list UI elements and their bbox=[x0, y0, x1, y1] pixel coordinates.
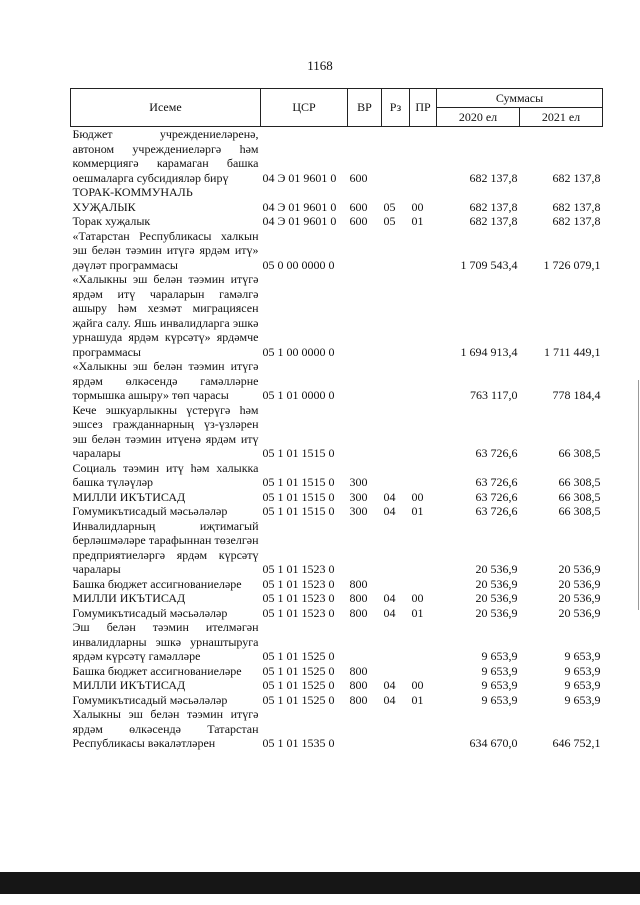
row-pr-code: 01 bbox=[411, 605, 424, 620]
row-csr-code: 05 1 01 1515 0 bbox=[262, 446, 335, 460]
row-rz-code: 04 bbox=[383, 692, 396, 707]
row-rz-code: 04 bbox=[383, 504, 396, 518]
row-rz-code bbox=[382, 664, 410, 679]
row-name: Башка бюджет ассигнованиеләре bbox=[72, 663, 242, 678]
row-name: Гомумикътисадый мәсьәләләр bbox=[72, 692, 228, 707]
row-rz-code bbox=[382, 403, 410, 461]
row-amount-2020: 682 137,8 bbox=[469, 170, 518, 185]
row-csr-code: 05 1 01 1523 0 bbox=[262, 576, 335, 591]
row-pr-code: 01 bbox=[411, 214, 424, 228]
row-rz-code bbox=[382, 359, 410, 403]
row-rz-code: 04 bbox=[383, 591, 396, 605]
row-pr-code bbox=[410, 519, 437, 577]
row-vr-code: 600 bbox=[349, 170, 368, 185]
row-amount-2020: 63 726,6 bbox=[475, 504, 518, 518]
table-row bbox=[71, 693, 603, 708]
row-amount-2020: 634 670,0 bbox=[469, 736, 518, 750]
row-name: Торак хуҗалык bbox=[72, 214, 151, 228]
row-rz-code bbox=[382, 519, 410, 577]
row-amount-2020: 1 694 913,4 bbox=[460, 344, 518, 359]
row-pr-code bbox=[410, 707, 437, 751]
row-csr-code: 05 1 01 1525 0 bbox=[262, 663, 335, 678]
row-amount-2020: 63 726,6 bbox=[475, 446, 518, 460]
row-name: Эш белән тәэмин ителмәгән инвалидларны эшкә урнаштыруга ярдәм күрсәтү гамәлләре bbox=[72, 620, 259, 663]
row-name: Гомумикътисадый мәсьәләләр bbox=[72, 605, 228, 620]
header-sums: Суммасы bbox=[437, 89, 603, 108]
row-amount-2020: 20 536,9 bbox=[475, 605, 518, 620]
row-name: Башка бюджет ассигнованиеләре bbox=[72, 576, 242, 591]
row-name: Социаль тәэмин итү һәм халыкка башка түләүләр bbox=[72, 460, 259, 489]
header-pr: ПР bbox=[410, 89, 437, 127]
header-rz: Рз bbox=[382, 89, 410, 127]
table-row bbox=[71, 490, 603, 505]
row-csr-code: 04 Э 01 9601 0 bbox=[262, 170, 337, 185]
row-pr-code: 00 bbox=[411, 199, 424, 214]
row-vr-code: 800 bbox=[349, 605, 368, 620]
row-csr-code: 05 1 01 1525 0 bbox=[262, 649, 335, 663]
table-row bbox=[71, 664, 603, 679]
row-amount-2021: 66 308,5 bbox=[558, 475, 601, 489]
scan-edge-line bbox=[638, 380, 639, 610]
row-name: «Халыкны эш белән тәэмин итүгә ярдәм өлкәсендә гамәлләрне тормышка ашыру» төп чарасы bbox=[72, 359, 259, 402]
table-row bbox=[71, 504, 603, 519]
row-amount-2020: 682 137,8 bbox=[469, 214, 518, 228]
table-header bbox=[71, 89, 603, 127]
row-amount-2020: 9 653,9 bbox=[481, 692, 518, 707]
row-vr-code bbox=[348, 272, 382, 359]
row-amount-2021: 778 184,4 bbox=[552, 388, 601, 402]
row-amount-2021: 20 536,9 bbox=[558, 591, 601, 605]
row-csr-code: 04 Э 01 9601 0 bbox=[262, 214, 337, 228]
table-row bbox=[71, 620, 603, 664]
row-amount-2020: 20 536,9 bbox=[475, 576, 518, 591]
header-year-2020: 2020 ел bbox=[437, 108, 520, 127]
row-vr-code: 300 bbox=[349, 489, 368, 504]
row-name: МИЛЛИ ИКЪТИСАД bbox=[72, 678, 186, 692]
row-amount-2021: 1 726 079,1 bbox=[543, 257, 601, 272]
row-name: Бюджет учреждениеләренә, автоном учреждениеләргә һәм коммерциягә карамаган башка оешмаларга субсидияләр бирү bbox=[72, 127, 259, 185]
row-vr-code: 300 bbox=[349, 475, 368, 489]
row-amount-2021: 682 137,8 bbox=[552, 214, 601, 228]
row-vr-code bbox=[348, 707, 382, 751]
row-vr-code bbox=[348, 403, 382, 461]
table-row bbox=[71, 678, 603, 693]
row-rz-code: 04 bbox=[383, 489, 396, 504]
row-amount-2020: 682 137,8 bbox=[469, 199, 518, 214]
row-name: Халыкны эш белән тәэмин итүгә ярдәм өлкәсендә Татарстан Республикасы вәкаләтләрен bbox=[72, 707, 259, 750]
header-name: Исеме bbox=[71, 89, 261, 127]
row-amount-2021: 9 653,9 bbox=[564, 678, 601, 692]
row-amount-2020: 63 726,6 bbox=[475, 489, 518, 504]
row-csr-code: 05 1 01 1515 0 bbox=[262, 489, 335, 504]
table-row bbox=[71, 707, 603, 751]
row-vr-code bbox=[348, 359, 382, 403]
row-rz-code bbox=[382, 127, 410, 186]
table-body bbox=[71, 127, 603, 751]
header-year-2021: 2021 ел bbox=[520, 108, 603, 127]
row-amount-2020: 763 117,0 bbox=[469, 388, 518, 402]
row-pr-code bbox=[410, 359, 437, 403]
row-amount-2021: 66 308,5 bbox=[558, 489, 601, 504]
row-name: Гомумикътисадый мәсьәләләр bbox=[72, 504, 228, 518]
row-csr-code: 05 1 01 1523 0 bbox=[262, 591, 335, 605]
row-name: «Татарстан Республикасы халкын эш белән тәэмин итүгә ярдәм итү» дәүләт программасы bbox=[72, 228, 259, 272]
row-vr-code: 600 bbox=[349, 214, 368, 228]
row-vr-code bbox=[348, 620, 382, 664]
row-pr-code bbox=[410, 403, 437, 461]
header-csr: ЦСР bbox=[261, 89, 348, 127]
row-csr-code: 04 Э 01 9601 0 bbox=[262, 199, 337, 214]
row-name: «Халыкны эш белән тәэмин итүгә ярдәм итү чараларын гамәлгә ашыру һәм хезмәт миграциясен җайга салу. Яшь инвалидларга эшкә урнашуда ярдәм күрсәтү» ярдәмче программасы bbox=[72, 272, 259, 359]
row-amount-2021: 682 137,8 bbox=[552, 199, 601, 214]
row-name: МИЛЛИ ИКЪТИСАД bbox=[72, 591, 186, 605]
table-row bbox=[71, 214, 603, 229]
row-csr-code: 05 1 01 1525 0 bbox=[262, 692, 335, 707]
row-amount-2021: 9 653,9 bbox=[564, 663, 601, 678]
row-pr-code bbox=[410, 127, 437, 186]
row-name: МИЛЛИ ИКЪТИСАД bbox=[72, 489, 186, 504]
header-vr: ВР bbox=[348, 89, 382, 127]
row-amount-2020: 20 536,9 bbox=[475, 591, 518, 605]
row-csr-code: 05 1 01 1535 0 bbox=[262, 736, 335, 750]
row-rz-code bbox=[382, 577, 410, 592]
row-pr-code: 00 bbox=[411, 678, 424, 692]
row-vr-code: 800 bbox=[349, 692, 368, 707]
row-rz-code bbox=[382, 272, 410, 359]
row-amount-2021: 20 536,9 bbox=[558, 562, 601, 576]
row-vr-code: 600 bbox=[349, 199, 368, 214]
row-vr-code: 800 bbox=[349, 576, 368, 591]
row-vr-code: 300 bbox=[349, 504, 368, 518]
row-amount-2020: 20 536,9 bbox=[475, 562, 518, 576]
row-name: Кече эшкуарлыкны үстерүгә һәм эшсез гражданнарның үз-үзләрен эш белән тәэмин итүенә ярдәм итү чаралары bbox=[72, 402, 259, 460]
table-row bbox=[71, 127, 603, 186]
row-rz-code bbox=[382, 707, 410, 751]
row-rz-code: 04 bbox=[383, 678, 396, 692]
row-csr-code: 05 1 01 1515 0 bbox=[262, 475, 335, 489]
row-csr-code: 05 1 01 1515 0 bbox=[262, 504, 335, 518]
row-rz-code bbox=[382, 229, 410, 273]
table-row bbox=[71, 461, 603, 490]
row-name: Инвалидларның иҗтимагый берләшмәләре тарафыннан төзелгән предприятиеләргә ярдәм күрсәтү чаралары bbox=[72, 518, 259, 576]
row-vr-code: 800 bbox=[349, 678, 368, 692]
table-row bbox=[71, 403, 603, 461]
row-amount-2021: 646 752,1 bbox=[552, 736, 601, 750]
row-pr-code bbox=[410, 272, 437, 359]
row-amount-2021: 20 536,9 bbox=[558, 605, 601, 620]
row-rz-code: 05 bbox=[383, 199, 396, 214]
table-row bbox=[71, 591, 603, 606]
row-pr-code bbox=[410, 461, 437, 490]
row-pr-code bbox=[410, 664, 437, 679]
row-vr-code bbox=[348, 519, 382, 577]
table-row bbox=[71, 229, 603, 273]
row-amount-2021: 9 653,9 bbox=[564, 649, 601, 663]
row-amount-2021: 66 308,5 bbox=[558, 504, 601, 518]
row-csr-code: 05 1 01 1525 0 bbox=[262, 678, 335, 692]
row-pr-code bbox=[410, 577, 437, 592]
row-amount-2021: 682 137,8 bbox=[552, 170, 601, 185]
row-amount-2021: 20 536,9 bbox=[558, 576, 601, 591]
table-row bbox=[71, 272, 603, 359]
row-rz-code: 05 bbox=[383, 214, 396, 228]
row-amount-2021: 66 308,5 bbox=[558, 446, 601, 460]
table-row bbox=[71, 185, 603, 214]
row-rz-code: 04 bbox=[383, 605, 396, 620]
table-row bbox=[71, 577, 603, 592]
row-csr-code: 05 1 01 1523 0 bbox=[262, 605, 335, 620]
row-csr-code: 05 1 00 0000 0 bbox=[262, 344, 335, 359]
table-row bbox=[71, 519, 603, 577]
row-pr-code bbox=[410, 229, 437, 273]
budget-table bbox=[70, 88, 603, 751]
row-amount-2021: 1 711 449,1 bbox=[543, 344, 601, 359]
table-row bbox=[71, 359, 603, 403]
row-vr-code: 800 bbox=[349, 663, 368, 678]
row-name: ТОРАК-КОММУНАЛЬ ХУҖАЛЫК bbox=[72, 185, 193, 214]
row-csr-code: 05 1 01 0000 0 bbox=[262, 388, 335, 402]
row-amount-2020: 9 653,9 bbox=[481, 678, 518, 692]
row-amount-2020: 9 653,9 bbox=[481, 649, 518, 663]
row-amount-2020: 63 726,6 bbox=[475, 475, 518, 489]
row-rz-code bbox=[382, 461, 410, 490]
row-rz-code bbox=[382, 620, 410, 664]
row-vr-code: 800 bbox=[349, 591, 368, 605]
scan-footer-band bbox=[0, 872, 640, 894]
row-amount-2020: 9 653,9 bbox=[481, 663, 518, 678]
row-amount-2021: 9 653,9 bbox=[564, 692, 601, 707]
row-pr-code: 01 bbox=[411, 504, 424, 518]
row-csr-code: 05 1 01 1523 0 bbox=[262, 562, 335, 576]
row-pr-code: 00 bbox=[411, 489, 424, 504]
row-pr-code: 00 bbox=[411, 591, 424, 605]
row-vr-code bbox=[348, 229, 382, 273]
row-amount-2020: 1 709 543,4 bbox=[460, 257, 518, 272]
row-csr-code: 05 0 00 0000 0 bbox=[262, 257, 335, 272]
row-pr-code bbox=[410, 620, 437, 664]
page-number: 1168 bbox=[307, 58, 333, 73]
row-pr-code: 01 bbox=[411, 692, 424, 707]
table-row bbox=[71, 606, 603, 621]
